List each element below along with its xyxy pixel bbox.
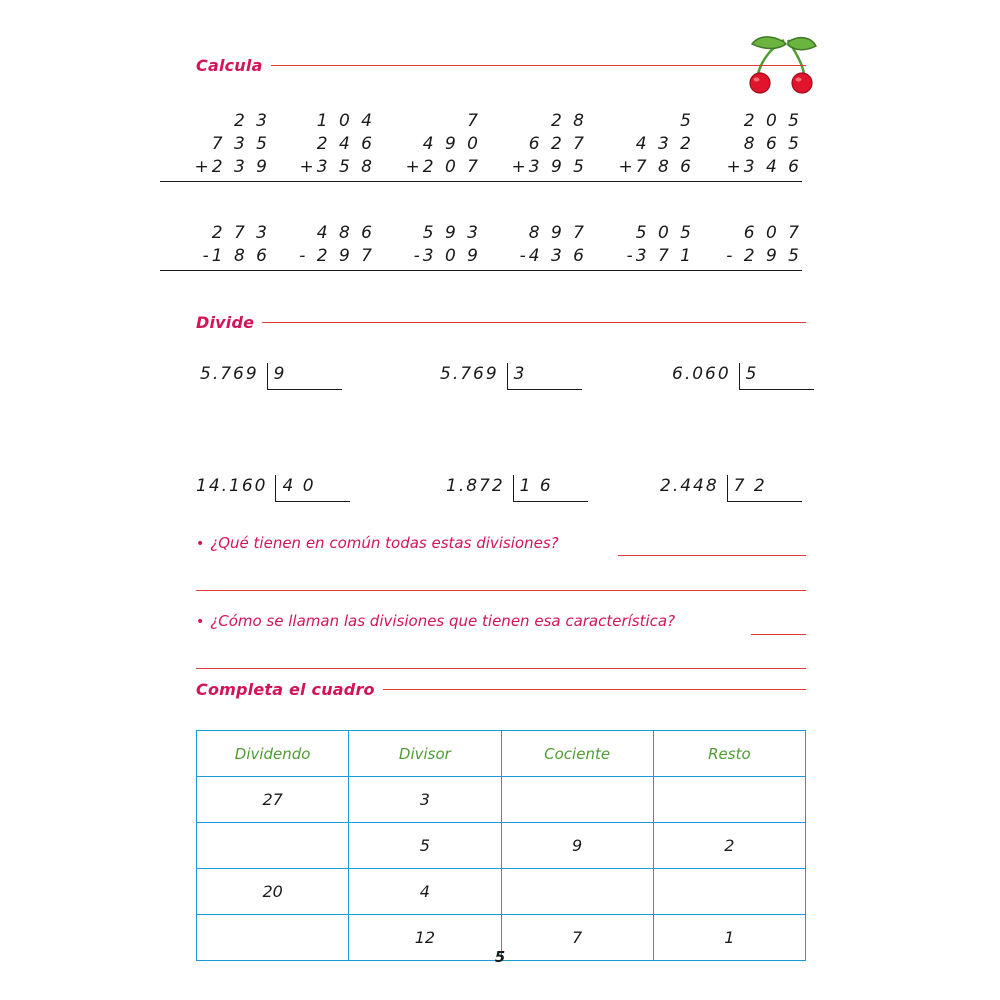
table-row: [197, 823, 806, 869]
table-cell[interactable]: 12: [349, 915, 501, 961]
divisor[interactable]: 4 0: [275, 475, 350, 502]
addend: 4 3 2: [635, 134, 694, 154]
table-cell[interactable]: [653, 777, 805, 823]
minuend: 5 9 3: [422, 223, 481, 243]
addend-last: +3 4 6: [692, 156, 802, 182]
addition-problem: [692, 110, 802, 182]
table-cell[interactable]: [197, 823, 349, 869]
dividend: 2.448: [660, 476, 719, 496]
answer-blank[interactable]: [196, 668, 806, 669]
addend: 2 4 6: [316, 134, 375, 154]
division-problem: [660, 475, 802, 502]
minuend: 5 0 5: [635, 223, 694, 243]
table-cell[interactable]: 3: [349, 777, 501, 823]
section-heading-divide: [196, 313, 806, 332]
division-problem: [446, 475, 588, 502]
dividend: 14.160: [196, 476, 268, 496]
table-cell[interactable]: 20: [197, 869, 349, 915]
dividend: 5.769: [200, 364, 259, 384]
heading-rule: [271, 65, 806, 66]
addition-problem: [584, 110, 694, 182]
addend-last: +3 5 8: [265, 156, 375, 182]
section-heading-calcula: [196, 56, 806, 75]
answer-blank[interactable]: [751, 634, 806, 635]
addend: 7 3 5: [211, 134, 270, 154]
addend: 4 9 0: [422, 134, 481, 154]
subtraction-problem: [477, 222, 587, 271]
dividend: 5.769: [440, 364, 499, 384]
question-item: [196, 612, 675, 630]
subtraction-problem: [160, 222, 270, 271]
section-heading-completa: [196, 680, 806, 699]
addend-last: +2 0 7: [371, 156, 481, 182]
addition-problem: [265, 110, 375, 182]
addend-last: +2 3 9: [160, 156, 270, 182]
addition-problem: [371, 110, 481, 182]
subtraction-problem: [265, 222, 375, 271]
subtrahend: -4 3 6: [477, 245, 587, 271]
subtrahend: - 2 9 5: [692, 245, 802, 271]
addend: 1 0 4: [316, 111, 375, 131]
column-header-cociente: Cociente: [501, 731, 653, 777]
answer-blank[interactable]: [618, 555, 806, 556]
division-problem: [440, 363, 582, 390]
table-header-row: [197, 731, 806, 777]
addend: 6 2 7: [528, 134, 587, 154]
table-cell[interactable]: [653, 869, 805, 915]
addend-last: +7 8 6: [584, 156, 694, 182]
section-title: Calcula: [196, 56, 263, 75]
subtraction-problem: [584, 222, 694, 271]
addend: 7: [467, 111, 481, 131]
section-title: Completa el cuadro: [196, 680, 375, 699]
minuend: 8 9 7: [528, 223, 587, 243]
table-row: [197, 869, 806, 915]
table-cell[interactable]: [501, 777, 653, 823]
addend: 5: [680, 111, 694, 131]
division-table: [196, 730, 806, 961]
bullet-icon: •: [196, 536, 205, 552]
addend: 2 0 5: [743, 111, 802, 131]
subtrahend: -1 8 6: [160, 245, 270, 271]
addend-last: +3 9 5: [477, 156, 587, 182]
divisor[interactable]: 7 2: [727, 475, 802, 502]
subtraction-problem: [371, 222, 481, 271]
heading-rule: [262, 322, 806, 323]
table-cell[interactable]: 2: [653, 823, 805, 869]
table-cell[interactable]: 9: [501, 823, 653, 869]
dividend: 6.060: [672, 364, 731, 384]
table-cell[interactable]: 27: [197, 777, 349, 823]
minuend: 6 0 7: [743, 223, 802, 243]
addend: 2 8: [550, 111, 587, 131]
divisor[interactable]: 5: [739, 363, 814, 390]
minuend: 4 8 6: [316, 223, 375, 243]
dividend: 1.872: [446, 476, 505, 496]
divisor[interactable]: 3: [507, 363, 582, 390]
page-number: 5: [494, 948, 506, 966]
column-header-divisor: Divisor: [349, 731, 501, 777]
table-cell[interactable]: 7: [501, 915, 653, 961]
subtrahend: - 2 9 7: [265, 245, 375, 271]
question-text: ¿Cómo se llaman las divisiones que tienen esa característica?: [210, 612, 676, 630]
column-header-dividendo: Dividendo: [197, 731, 349, 777]
heading-rule: [383, 689, 806, 690]
column-header-resto: Resto: [653, 731, 805, 777]
table-cell[interactable]: 5: [349, 823, 501, 869]
table-row: [197, 777, 806, 823]
addend: 2 3: [233, 111, 270, 131]
minuend: 2 7 3: [211, 223, 270, 243]
subtrahend: -3 7 1: [584, 245, 694, 271]
question-item: [196, 534, 559, 552]
answer-blank[interactable]: [196, 590, 806, 591]
division-problem: [200, 363, 342, 390]
table-cell[interactable]: [501, 869, 653, 915]
subtrahend: -3 0 9: [371, 245, 481, 271]
table-cell[interactable]: 4: [349, 869, 501, 915]
division-problem: [196, 475, 350, 502]
addition-problem: [477, 110, 587, 182]
bullet-icon: •: [196, 614, 205, 630]
section-title: Divide: [196, 313, 255, 332]
divisor[interactable]: 1 6: [513, 475, 588, 502]
addition-problem: [160, 110, 270, 182]
division-problem: [672, 363, 814, 390]
addend: 8 6 5: [743, 134, 802, 154]
question-text: ¿Qué tienen en común todas estas divisiones?: [210, 534, 559, 552]
divisor[interactable]: 9: [267, 363, 342, 390]
table-cell[interactable]: 1: [653, 915, 805, 961]
subtraction-problem: [692, 222, 802, 271]
